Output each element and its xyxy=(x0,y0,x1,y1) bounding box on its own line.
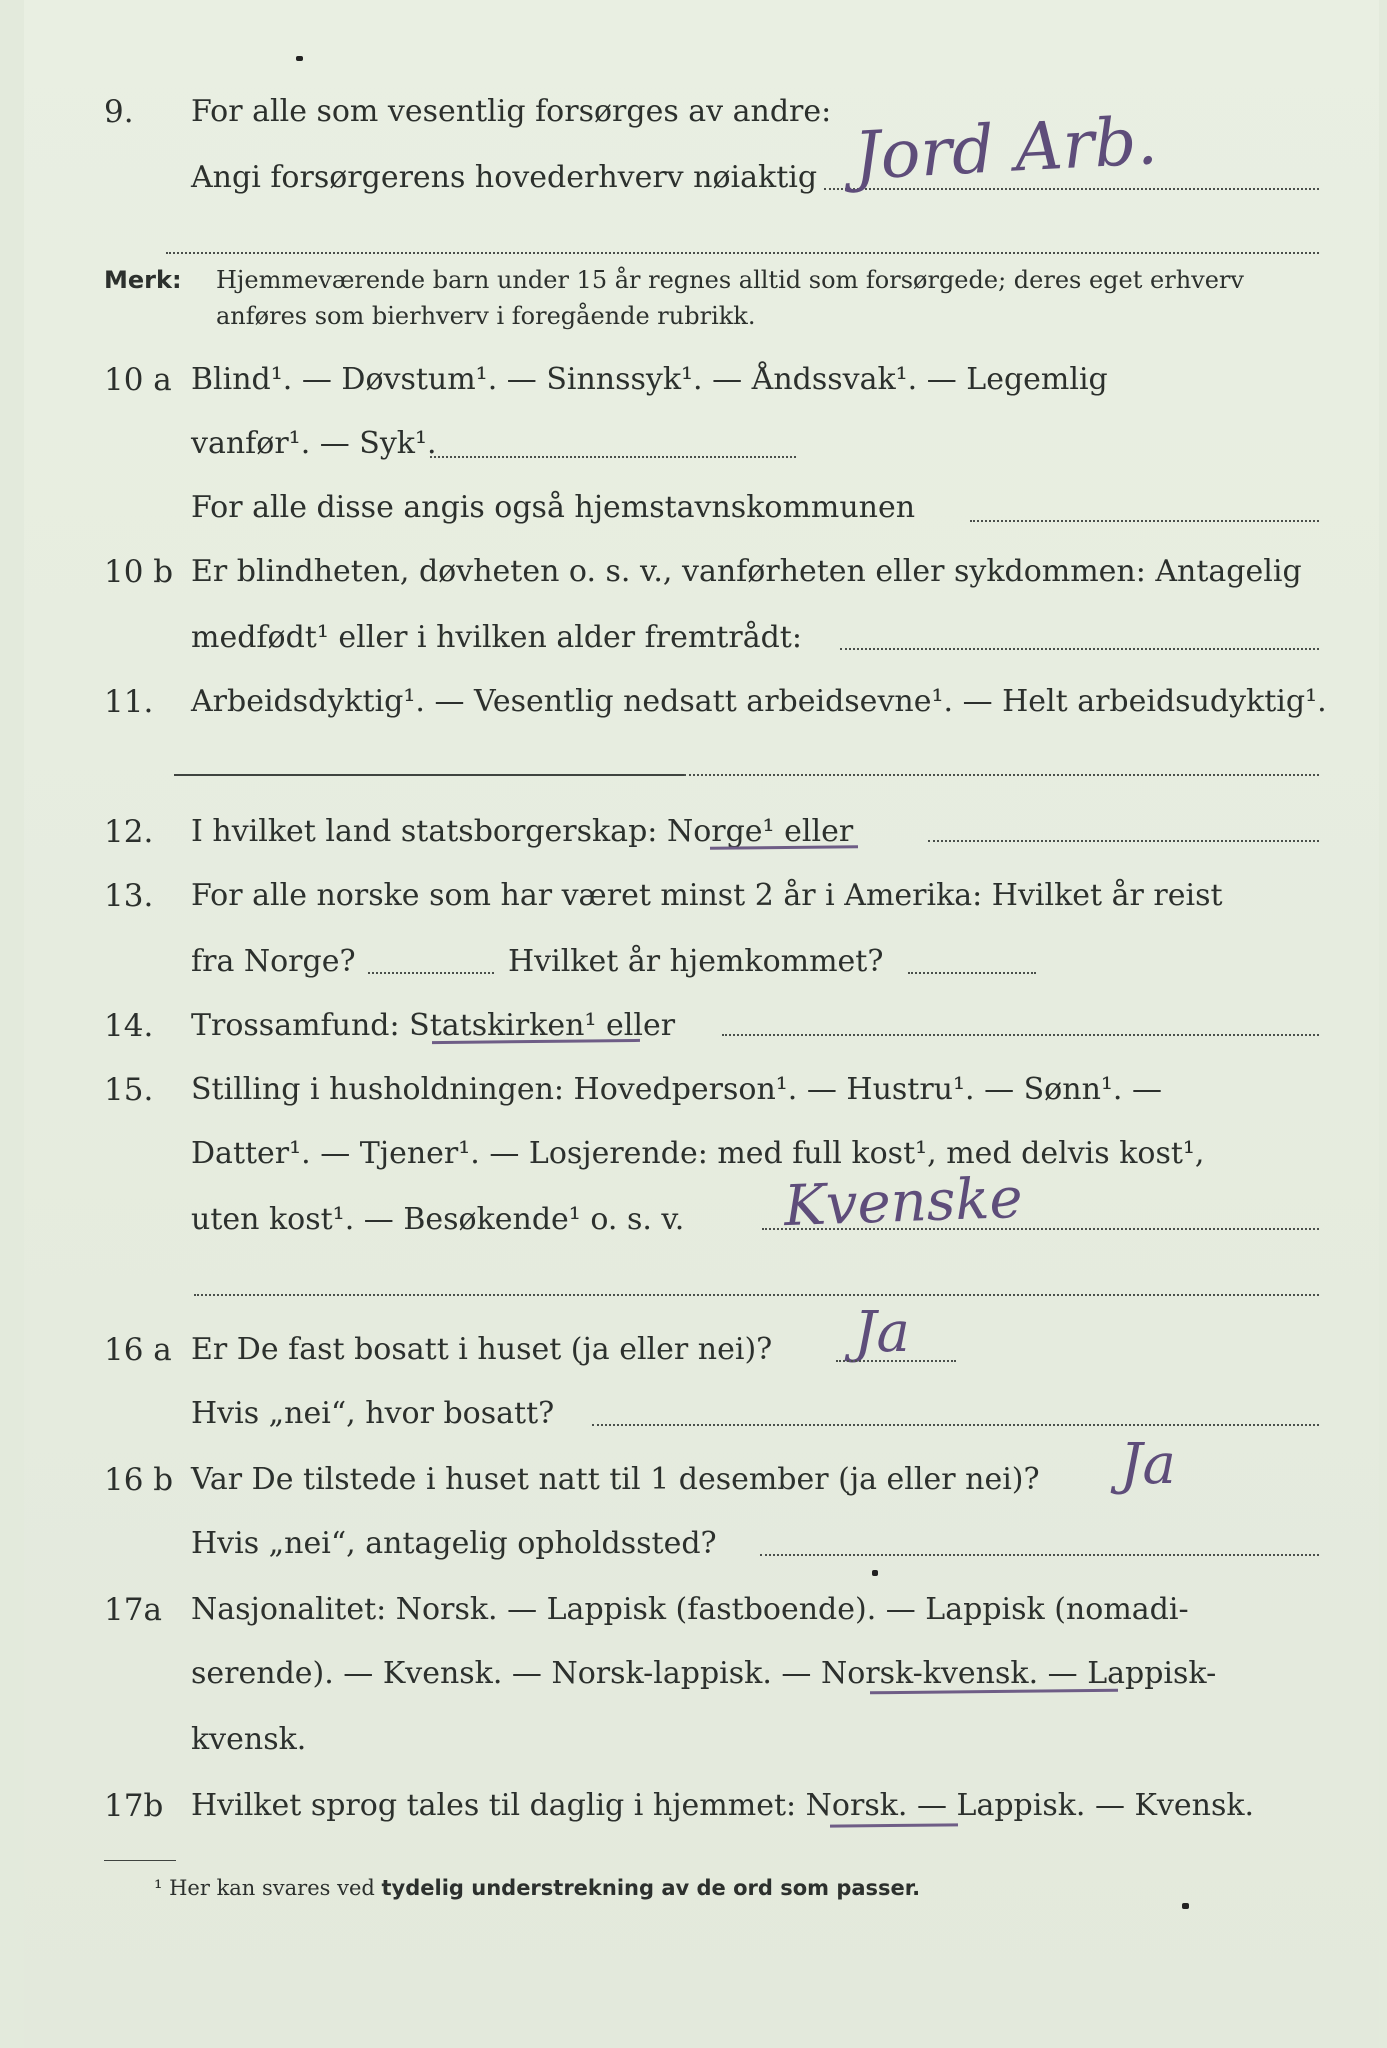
underlined-answer: Norsk-kvensk. xyxy=(820,1656,1039,1691)
question-text xyxy=(191,804,853,860)
question-text: Er De fast bosatt i huset (ja eller nei)? xyxy=(191,1332,773,1367)
question-text: vanfør¹. — Syk¹. xyxy=(191,426,437,461)
question-15-line-1 xyxy=(24,1062,1387,1118)
answer-dotted-line xyxy=(194,1294,1319,1296)
answer-dotted-line xyxy=(684,774,1319,776)
question-10a-line-2 xyxy=(24,416,1387,472)
question-10a-line-3 xyxy=(24,480,1387,536)
question-text-part: — Lappisk- xyxy=(1047,1656,1217,1691)
question-number: 17b xyxy=(104,1788,164,1824)
question-number: 12. xyxy=(104,814,154,850)
question-13-line-1 xyxy=(24,868,1387,924)
question-text: Angi forsørgerens hovederhverv nøiaktig xyxy=(191,160,818,195)
handwritten-answer: Ja xyxy=(854,1300,910,1365)
question-12-line-1 xyxy=(24,804,1387,860)
question-16a-line-2 xyxy=(24,1386,1387,1442)
answer-dotted-line xyxy=(592,1424,1319,1426)
question-15-line-2 xyxy=(24,1126,1387,1182)
question-10b-line-1 xyxy=(24,544,1387,600)
answer-dotted-line xyxy=(840,648,1319,650)
question-text: For alle som vesentlig forsørges av andre: xyxy=(191,94,832,129)
answer-dotted-line xyxy=(908,972,1036,974)
question-number: 9. xyxy=(104,94,134,130)
question-10a-line-1 xyxy=(24,352,1387,408)
question-text: Blind¹. — Døvstum¹. — Sinnssyk¹. — Åndssvak¹. — Legemlig xyxy=(191,362,1108,397)
question-text-part: I hvilket land statsborgerskap: xyxy=(191,814,658,849)
question-number: 10 a xyxy=(104,362,172,398)
answer-dotted-line xyxy=(166,252,1319,254)
question-text xyxy=(191,1646,1216,1702)
question-17b-line-1 xyxy=(24,1778,1387,1834)
answer-dotted-line xyxy=(762,1228,1319,1230)
question-text: uten kost¹. — Besøkende¹ o. s. v. xyxy=(191,1202,685,1237)
underlined-answer: Norge¹ xyxy=(666,814,775,849)
census-form-sheet xyxy=(24,0,1379,2048)
question-text xyxy=(191,998,675,1054)
answer-rule xyxy=(174,774,684,776)
footnote xyxy=(154,1876,920,1900)
question-number: 17a xyxy=(104,1592,162,1628)
handwritten-answer: Jord Arb. xyxy=(852,102,1160,195)
note-text xyxy=(216,262,1387,334)
question-17a-line-1 xyxy=(24,1582,1387,1638)
answer-dotted-line xyxy=(928,840,1319,842)
note-line: Hjemmeværende barn under 15 år regnes alltid som forsørgede; deres eget erhverv xyxy=(216,266,1244,294)
footnote-emphasis: tydelig understrekning av de ord som passer. xyxy=(381,1876,921,1900)
question-text: fra Norge? xyxy=(191,944,356,979)
question-9-line-2 xyxy=(24,150,1387,206)
ink-speck xyxy=(296,56,303,61)
question-text: Stilling i husholdningen: Hovedperson¹. — Hustru¹. — Sønn¹. — xyxy=(191,1072,1162,1107)
question-14-line-1 xyxy=(24,998,1387,1054)
question-text: Nasjonalitet: Norsk. — Lappisk (fastboende). — Lappisk (nomadi- xyxy=(191,1592,1189,1627)
question-text: Hvilket år hjemkommet? xyxy=(508,944,884,979)
question-10b-line-2 xyxy=(24,610,1387,666)
question-text: Er blindheten, døvheten o. s. v., vanførheten eller sykdommen: Antagelig xyxy=(191,554,1302,589)
question-text: Datter¹. — Tjener¹. — Losjerende: med full kost¹, med delvis kost¹, xyxy=(191,1136,1205,1171)
answer-dotted-line xyxy=(368,972,494,974)
question-text: Arbeidsdyktig¹. — Vesentlig nedsatt arbeidsevne¹. — Helt arbeidsudyktig¹. xyxy=(191,684,1327,719)
question-number: 16 a xyxy=(104,1332,172,1368)
note-line: anføres som bierhverv i foregående rubrikk. xyxy=(216,302,756,330)
question-text xyxy=(191,1778,1254,1834)
question-15-line-3 xyxy=(24,1192,1387,1248)
question-number: 10 b xyxy=(104,554,174,590)
handwritten-answer: Kvenske xyxy=(782,1165,1024,1240)
question-text-part: — Lappisk. — Kvensk. xyxy=(916,1788,1255,1823)
footnote-text: Her kan svares ved xyxy=(169,1876,375,1900)
question-text: Hvis „nei“, antagelig opholdssted? xyxy=(191,1526,717,1561)
question-text: Var De tilstede i huset natt til 1 desember (ja eller nei)? xyxy=(191,1462,1040,1497)
handwritten-answer: Ja xyxy=(1120,1432,1176,1497)
note-label: Merk: xyxy=(104,266,182,294)
ink-speck xyxy=(1182,1903,1189,1909)
question-16b-line-2 xyxy=(24,1516,1387,1572)
underlined-answer: Norsk. xyxy=(805,1788,908,1823)
question-text: Hvis „nei“, hvor bosatt? xyxy=(191,1396,555,1431)
question-number: 16 b xyxy=(104,1462,174,1498)
answer-dotted-line xyxy=(760,1554,1319,1556)
question-text-part: Trossamfund: xyxy=(191,1008,400,1043)
question-text: For alle disse angis også hjemstavnskommunen xyxy=(191,490,916,525)
question-text-part: eller xyxy=(606,1008,676,1043)
answer-dotted-line xyxy=(430,456,796,458)
question-number: 15. xyxy=(104,1072,154,1108)
question-text: kvensk. xyxy=(191,1722,307,1757)
question-text-part: serende). — Kvensk. — Norsk-lappisk. — xyxy=(191,1656,812,1691)
answer-dotted-line xyxy=(722,1034,1319,1036)
footnote-mark: ¹ xyxy=(154,1876,163,1900)
question-text-part: Hvilket sprog tales til daglig i hjemmet: xyxy=(191,1788,797,1823)
question-number: 13. xyxy=(104,878,154,914)
question-16a-line-1 xyxy=(24,1322,1387,1378)
answer-dotted-line xyxy=(836,1360,956,1362)
answer-dotted-line xyxy=(970,520,1319,522)
question-13-line-2 xyxy=(24,934,1387,990)
question-9-line-1 xyxy=(24,84,1387,140)
footnote-rule xyxy=(104,1860,176,1861)
question-text: medfødt¹ eller i hvilken alder fremtrådt: xyxy=(191,620,802,655)
question-11-line-1 xyxy=(24,674,1387,730)
question-17a-line-2 xyxy=(24,1646,1387,1702)
underlined-answer: Statskirken¹ xyxy=(409,1008,597,1043)
question-16b-line-1 xyxy=(24,1452,1387,1508)
question-text-part: eller xyxy=(784,814,854,849)
question-number: 14. xyxy=(104,1008,154,1044)
question-number: 11. xyxy=(104,684,154,720)
question-text: For alle norske som har været minst 2 år i Amerika: Hvilket år reist xyxy=(191,878,1223,913)
question-17a-line-3 xyxy=(24,1712,1387,1768)
